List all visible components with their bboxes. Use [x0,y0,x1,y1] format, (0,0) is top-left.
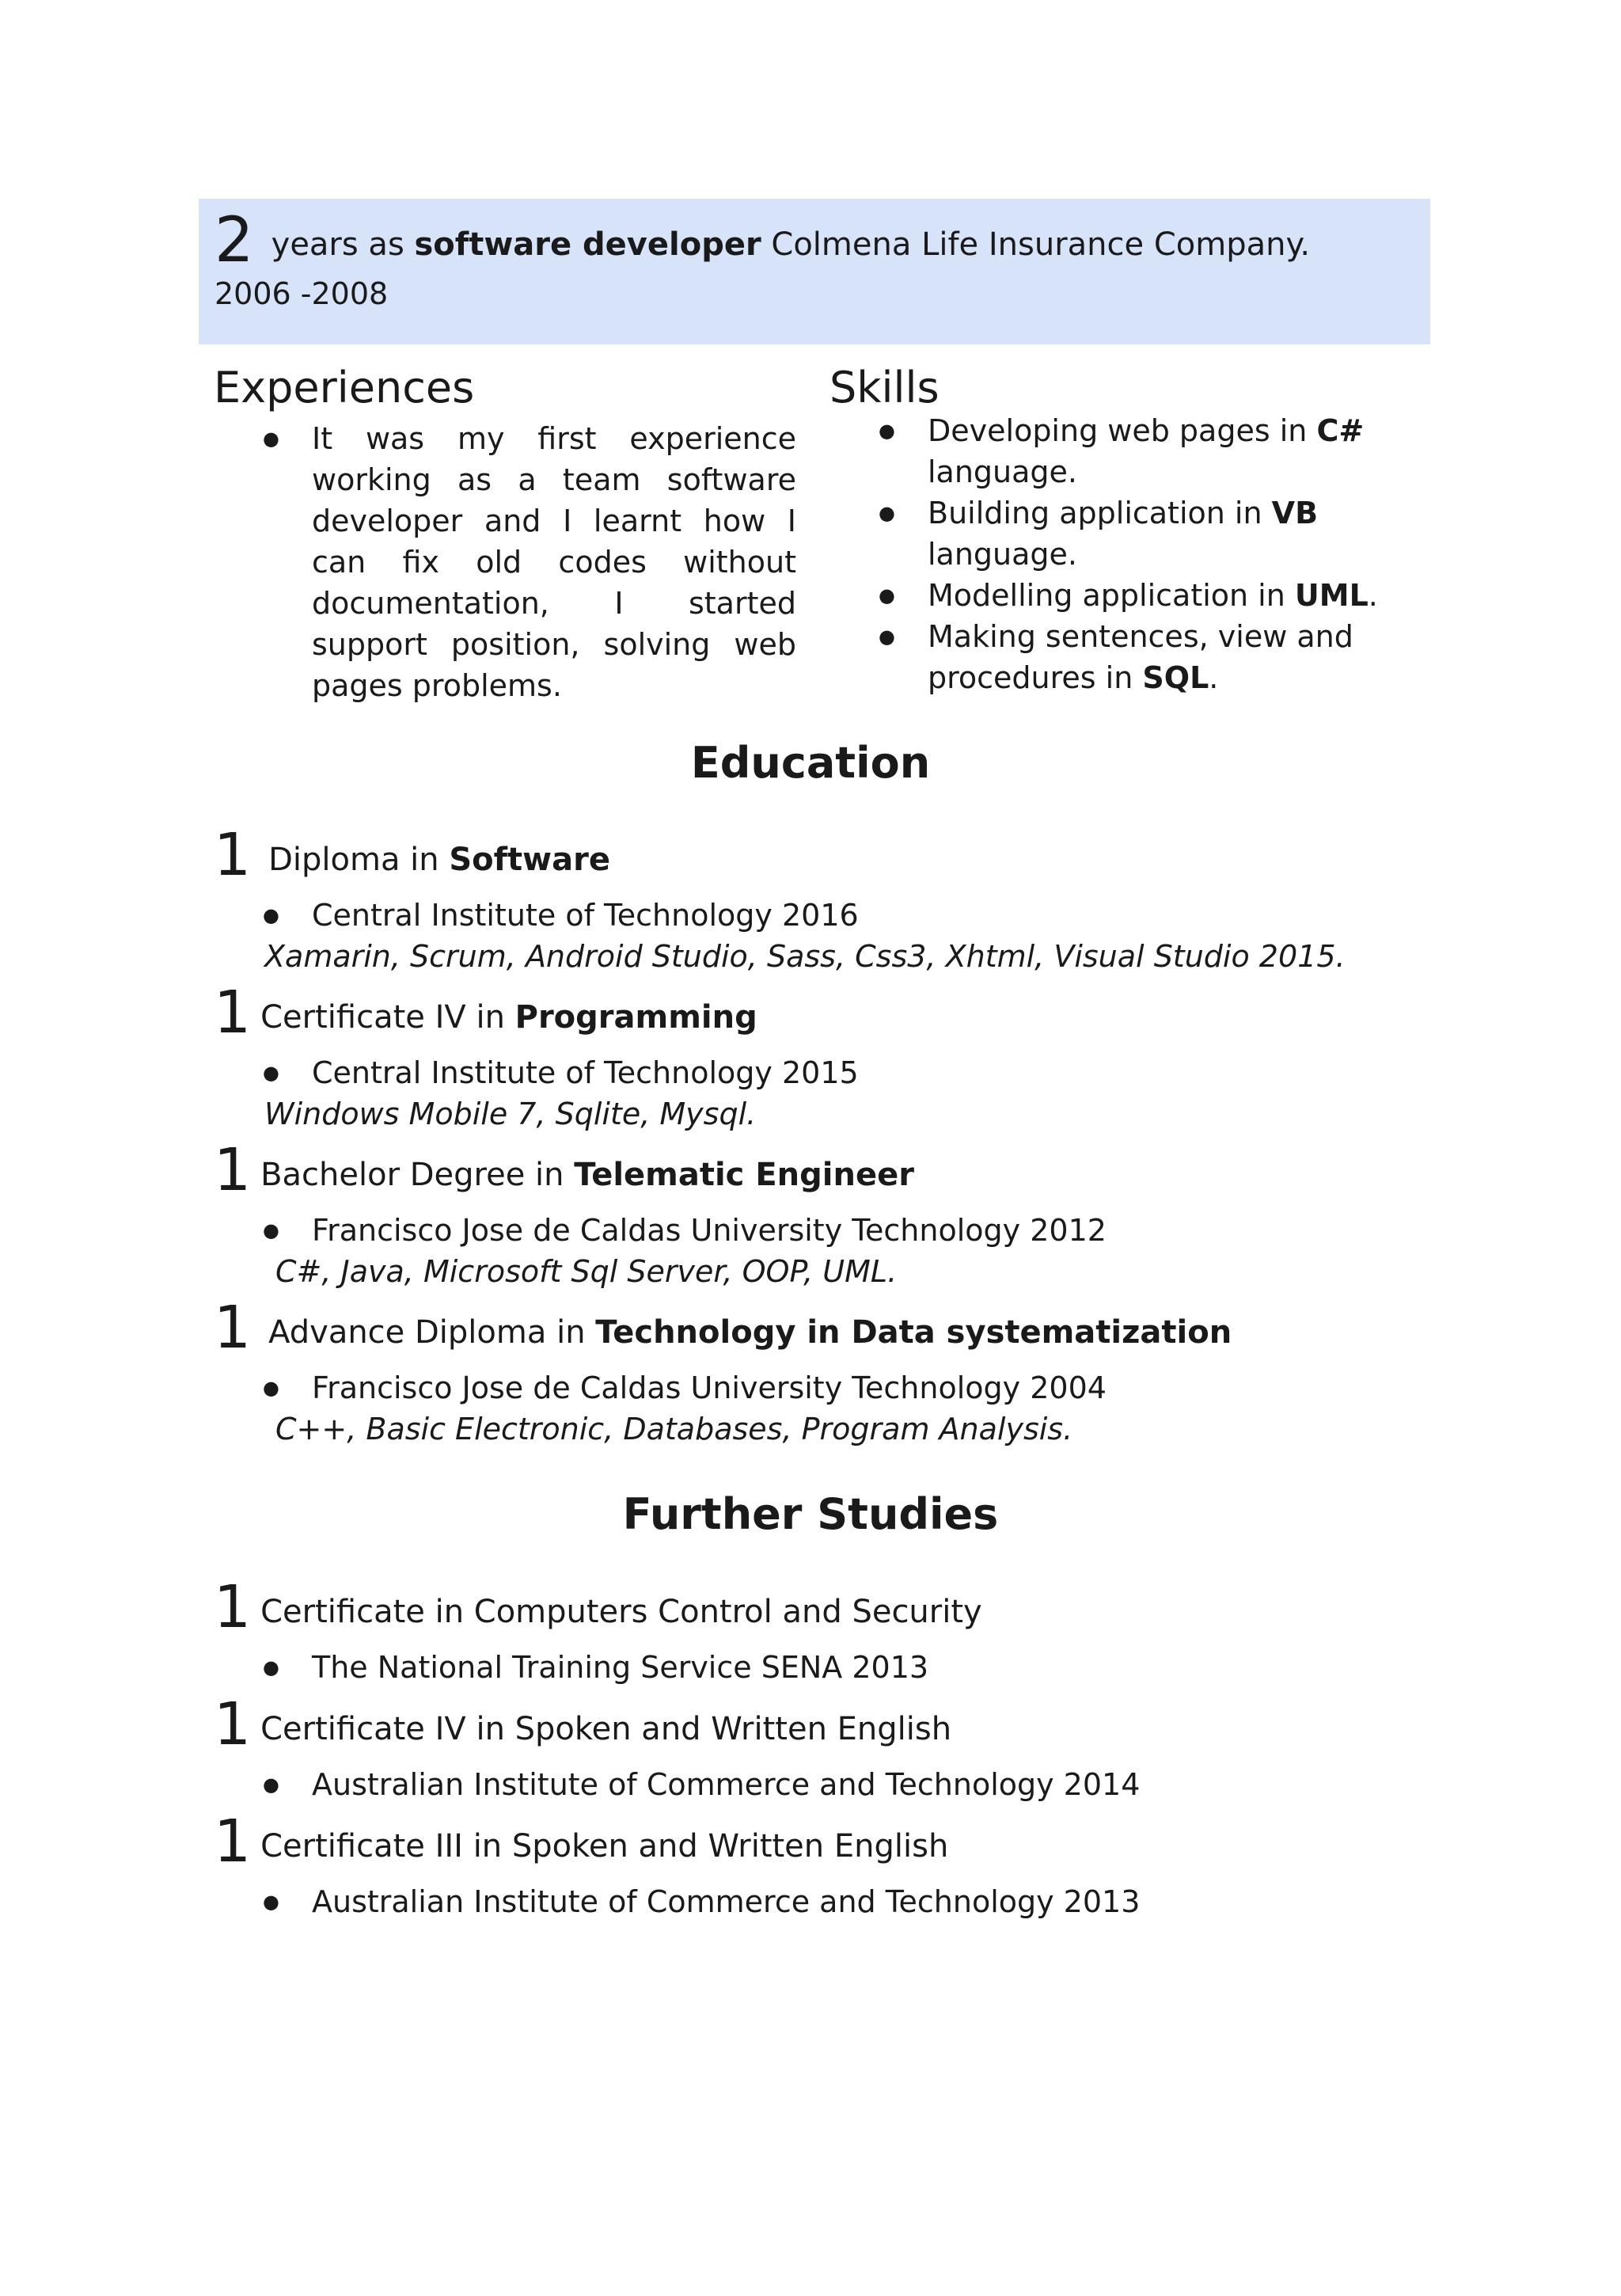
entry-tools: C++, Basic Electronic, Databases, Program Analysis. [275,1412,1073,1446]
entry-number: 1 [214,979,252,1047]
job-summary [214,205,1414,276]
education-entry-title [214,1296,1480,1364]
years-count: 2 [214,205,254,276]
entry-field: Technology in Data systematization [595,1314,1232,1351]
skill-item [829,616,1384,698]
entry-tools: C#, Java, Microsoft Sql Server, OOP, UML. [275,1254,898,1289]
entry-degree: Advance Diploma in [268,1314,596,1351]
skill-text: Modelling application in [928,578,1295,613]
skill-text: language. [928,537,1077,572]
entry-number: 1 [214,1294,252,1362]
further-studies-title: Further Studies [622,1489,999,1539]
entry-number: 1 [214,1690,252,1758]
entry-institution: ● Australian Institute of Commerce and Technology 2013 [214,1881,1480,1922]
entry-number: 1 [214,1136,252,1204]
skills-title: Skills [829,363,940,412]
skill-text: . [1209,660,1219,695]
further-study-entry [214,1810,1480,1922]
education-entry [214,1296,1480,1450]
entry-course: Certificate III in Spoken and Written English [260,1828,949,1865]
skill-text: . [1368,578,1378,613]
experiences-title: Experiences [214,363,475,412]
experiences-section [214,358,796,706]
entry-institution: ● Central Institute of Technology 2016 [214,895,1480,936]
entry-institution: ● Francisco Jose de Caldas University Technology 2012 [214,1210,1480,1251]
skill-item [829,410,1384,492]
further-study-title [214,1690,1480,1761]
education-entry-title [214,981,1480,1049]
skills-list [829,410,1384,698]
skill-text: language. [928,454,1077,489]
education-title: Education [690,738,931,788]
further-study-entry [214,1690,1480,1805]
skill-keyword: SQL [1142,660,1209,695]
job-company: Colmena Life Insurance Company. [761,226,1311,263]
work-experience-banner [199,199,1430,344]
job-role: software developer [414,226,761,263]
entry-course: Certificate in Computers Control and Security [260,1594,982,1630]
education-entry [214,823,1480,977]
entry-institution: ● Central Institute of Technology 2015 [214,1052,1480,1093]
entry-number: 1 [214,821,252,889]
further-study-title [214,1573,1480,1644]
skill-keyword: UML [1294,578,1369,613]
skill-item [829,492,1384,575]
skill-text: Building application in [928,496,1272,530]
skill-keyword: VB [1271,496,1319,530]
entry-number: 1 [214,1808,252,1876]
job-text-pre: years as [271,226,415,263]
education-entry [214,981,1480,1135]
job-dates: 2006 -2008 [214,276,389,311]
entry-degree: Certificate IV in [260,999,515,1036]
entry-course: Certificate IV in Spoken and Written English [260,1711,952,1747]
skills-section [829,358,1384,698]
skill-item [829,575,1384,616]
entry-tools: Xamarin, Scrum, Android Studio, Sass, Css3, Xhtml, Visual Studio 2015. [264,939,1346,974]
entry-field: Software [449,842,610,878]
skill-text: Developing web pages in [928,413,1317,448]
skill-text: Making sentences, view and procedures in [928,619,1353,695]
skill-keyword: C# [1316,413,1365,448]
experience-item: ● It was my first experience working as a team software developer and I learnt how I can fix old codes without documentation, I started support position, solving web pages problems. [214,418,796,706]
entry-number: 1 [214,1573,252,1641]
further-study-title [214,1810,1480,1878]
education-entry [214,1138,1480,1292]
experiences-list [214,418,796,706]
entry-institution: ● The National Training Service SENA 2013 [214,1647,1480,1688]
entry-field: Programming [514,999,757,1036]
further-study-entry [214,1573,1480,1688]
entry-institution: ● Francisco Jose de Caldas University Technology 2004 [214,1367,1480,1408]
education-entry-title [214,1138,1480,1207]
entry-field: Telematic Engineer [574,1157,914,1193]
entry-tools: Windows Mobile 7, Sqlite, Mysql. [264,1097,757,1131]
education-entry-title [214,823,1480,891]
entry-degree: Bachelor Degree in [260,1157,575,1193]
entry-institution: ● Australian Institute of Commerce and Technology 2014 [214,1764,1480,1805]
entry-degree: Diploma in [268,842,450,878]
